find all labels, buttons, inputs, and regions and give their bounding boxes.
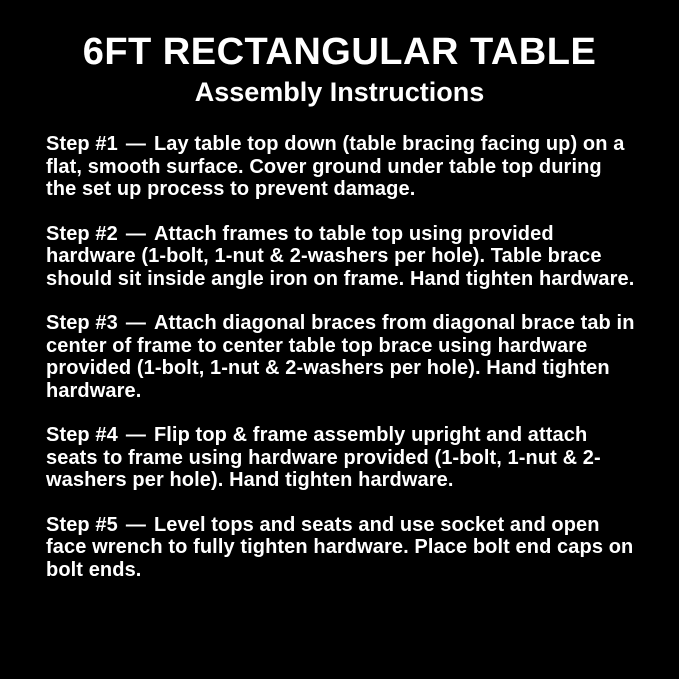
step-separator: — — [125, 513, 146, 536]
step-label: Step #5 — [46, 513, 118, 536]
step-paragraph-4 — [46, 424, 637, 492]
step-paragraph-2 — [46, 223, 637, 291]
step-separator: — — [125, 133, 146, 155]
step-paragraph-5 — [46, 514, 637, 582]
step-text: Attach frames to table top using provided hardware (1-bolt, 1-nut & 2-washers per hole). Table brace should sit inside angle iron on frame. Hand tighten hardware. — [46, 222, 635, 290]
page-subtitle: Assembly Instructions — [194, 77, 485, 107]
steps-list — [0, 108, 679, 581]
step-label: Step #1 — [46, 133, 118, 155]
step-text: Lay table top down (table bracing facing up) on a flat, smooth surface. Cover ground under table top during the set up process to prevent damage. — [46, 133, 625, 200]
step-text: Level tops and seats and use socket and open face wrench to fully tighten hardware. Place bolt end caps on bolt ends. — [46, 513, 634, 581]
header — [0, 0, 679, 108]
step-paragraph-1 — [46, 133, 637, 201]
step-text: Flip top & frame assembly upright and attach seats to frame using hardware provided (1-bolt, 1-nut & 2-washers per hole). Hand tighten hardware. — [46, 424, 601, 491]
step-separator: — — [125, 222, 146, 245]
step-separator: — — [125, 312, 146, 334]
step-label: Step #4 — [46, 424, 118, 446]
step-paragraph-3 — [46, 312, 637, 402]
step-separator: — — [125, 424, 146, 446]
step-label: Step #3 — [46, 312, 118, 334]
page-title: 6FT RECTANGULAR TABLE — [82, 31, 597, 73]
step-text: Attach diagonal braces from diagonal brace tab in center of frame to center table top brace using hardware provided (1-bolt, 1-nut & 2-washers per hole). Hand tighten hardware. — [46, 312, 635, 402]
step-label: Step #2 — [46, 222, 118, 245]
